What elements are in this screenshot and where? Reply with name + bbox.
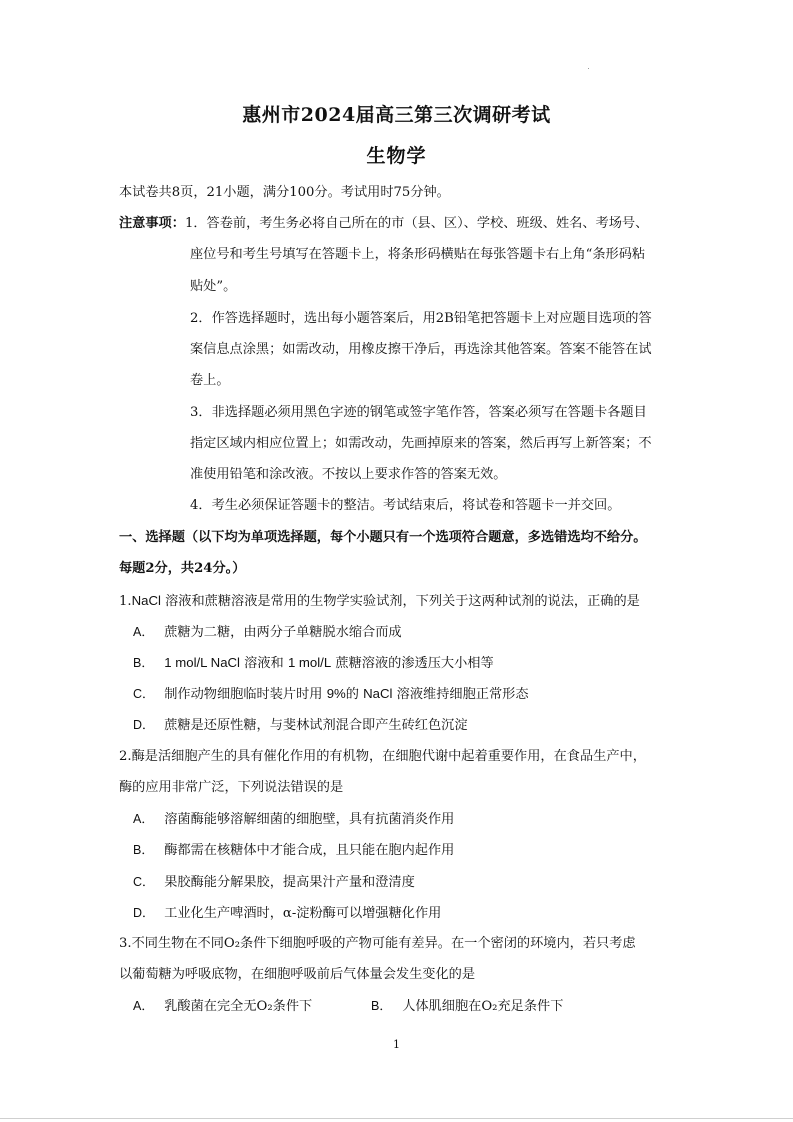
q1-number: 1. [119,594,132,609]
q3-option-b [371,996,563,1017]
q3-option-a [133,996,312,1017]
section-heading-1: 一、选择题（以下均为单项选择题，每个小题只有一个选项符合题意，多选错选均不给分。 [119,530,647,545]
q1-option-b-text2: 蔗糖溶液的渗透压大小相等 [331,656,494,671]
q3-option-a-letter: A． [133,999,154,1013]
q2-option-b-text: 酶都需在核糖体中才能合成，且只能在胞内起作用 [164,843,455,858]
q1-option-c-percent: 9% [326,686,346,701]
q3-option-b-text: 人体肌细胞在O₂充足条件下 [402,999,564,1014]
q1-option-c [133,684,529,705]
q3-stem-line-1: 3.不同生物在不同O₂条件下细胞呼吸的产物可能有差异。在一个密闭的环境内，若只考虑 [119,936,636,951]
q2-option-b-letter: B． [133,843,154,857]
q2-option-c [133,872,415,893]
page-number: 1 [393,1038,400,1051]
q3-stem-line-2: 以葡萄糖为呼吸底物，在细胞呼吸前后气体量会发生变化的是 [119,967,476,982]
q2-option-a-text: 溶菌酶能够溶解细菌的细胞壁，具有抗菌消炎作用 [164,812,455,827]
q2-stem-line-1: 2.酶是活细胞产生的具有催化作用的有机物，在细胞代谢中起着重要作用，在食品生产中， [119,749,646,764]
notice-item-1c: 贴处”。 [190,279,237,294]
q1-option-a-text: 蔗糖为二糖，由两分子单糖脱水缩合而成 [164,625,402,640]
section-heading-2: 每题2分，共24分。） [119,561,246,576]
q1-option-c-text1: 制作动物细胞临时装片时用 [164,687,327,702]
notice-item-2c: 卷上。 [190,373,230,388]
q1-option-d-letter: D． [133,718,155,732]
notice-item-3c: 准使用铅笔和涂改液。不按以上要求作答的答案无效。 [190,467,507,482]
q2-option-a-letter: A． [133,812,154,826]
q2-stem-line-2: 酶的应用非常广泛，下列说法错误的是 [119,780,344,795]
q3-option-a-text: 乳酸菌在完全无O₂条件下 [164,999,313,1014]
notice-item-1a: 1．答卷前，考生务必将自己所在的市（县、区）、学校、班级、姓名、考场号、 [184,216,649,231]
q1-option-a-letter: A． [133,625,154,639]
q1-option-b-text1: 溶液和 [239,656,288,671]
q2-option-d-text: 工业化生产啤酒时，α-淀粉酶可以增强糖化作用 [164,906,442,921]
q1-option-c-text2: 的 [345,687,364,702]
notice-item-2b: 案信息点涂黑；如需改动，用橡皮擦干净后，再选涂其他答案。答案不能答在试 [190,342,652,357]
notice-item-3a: 3．非选择题必须用黑色字迹的钢笔或签字笔作答，答案必须写在答题卡各题目 [190,405,647,420]
q1-option-b-letter: B． [133,656,154,670]
q3-option-b-letter: B． [371,999,392,1013]
q1-option-c-nacl: NaCl [363,686,393,701]
notice-label: 注意事项： [119,216,185,231]
q2-option-d-letter: D． [133,906,155,920]
exam-title: 惠州市2024届高三第三次调研考试 [242,104,551,126]
notice-line-1 [119,214,648,234]
q2-option-d [133,903,441,924]
q1-option-b-conc2: 1 mol/L [287,655,332,670]
q2-option-c-text: 果胶酶能分解果胶，提高果汁产量和澄清度 [164,875,415,890]
q1-option-c-letter: C． [133,687,155,701]
q1-stem-text: 溶液和蔗糖溶液是常用的生物学实验试剂，下列关于这两种试剂的说法，正确的是 [160,594,640,609]
q1-option-c-text3: 溶液维持细胞正常形态 [392,687,529,702]
scan-speck [588,68,589,69]
q2-option-b [133,840,454,861]
q1-option-b [133,653,494,674]
notice-item-1b: 座位号和考生号填写在答题卡上，将条形码横贴在每张答题卡右上角“条形码粘 [190,247,646,262]
notice-item-4: 4．考生必须保证答题卡的整洁。考试结束后，将试卷和答题卡一并交回。 [190,498,621,513]
q1-option-a [133,622,402,643]
notice-item-2a: 2．作答选择题时，选出每小题答案后，用2B铅笔把答题卡上对应题目选项的答 [190,311,652,326]
bottom-divider [0,1118,793,1119]
q1-option-b-conc1: 1 mol/L NaCl [164,655,240,670]
q1-stem-nacl: NaCl [131,593,161,608]
q2-option-a [133,809,454,830]
q2-option-c-letter: C． [133,875,155,889]
q1-option-d [133,715,468,736]
notice-item-3b: 指定区域内相应位置上；如需改动，先画掉原来的答案，然后再写上新答案；不 [190,436,652,451]
q1-option-d-text: 蔗糖是还原性糖，与斐林试剂混合即产生砖红色沉淀 [164,718,468,733]
intro-line: 本试卷共8页，21小题，满分100分。考试用时75分钟。 [119,185,450,200]
subject-title: 生物学 [366,145,427,167]
q1-stem [119,591,640,612]
